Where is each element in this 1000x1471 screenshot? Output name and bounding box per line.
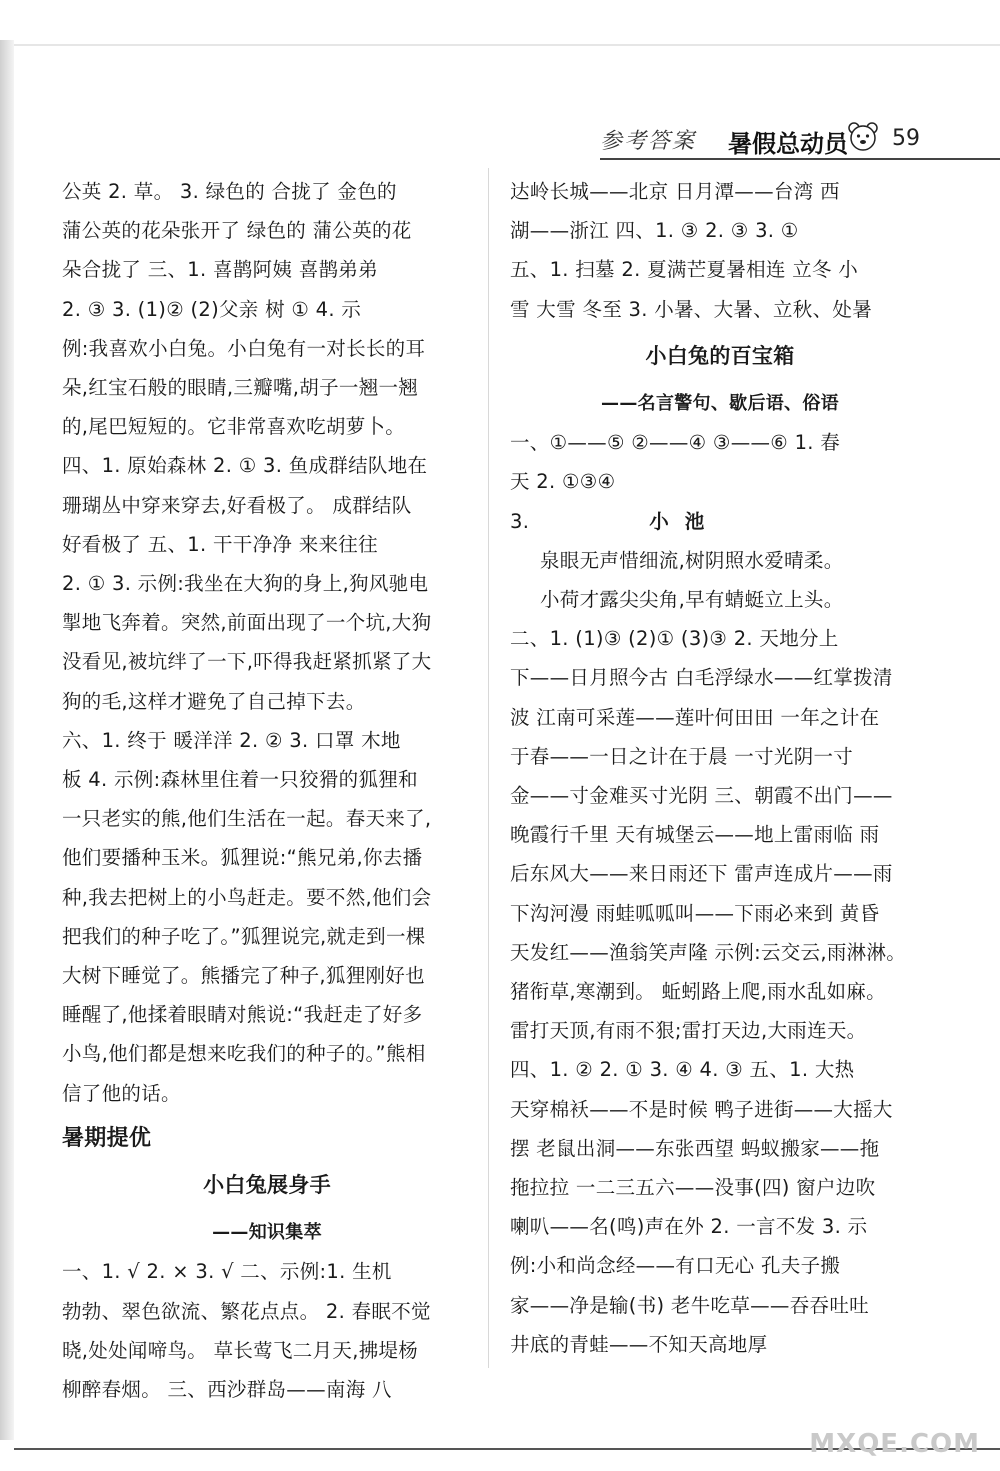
- text-line: 摆 老鼠出洞——东张西望 蚂蚁搬家——拖: [510, 1136, 880, 1160]
- text-line: 猪衔草,寒潮到。 蚯蚓路上爬,雨水乱如麻。: [510, 980, 886, 1004]
- book-spine-shadow: [0, 40, 14, 1440]
- text-line: 拖拉拉 一二三五六——没事(四) 窗户边吹: [510, 1176, 876, 1200]
- text-line: 井底的青蛙——不知天高地厚: [510, 1332, 768, 1356]
- book-title: 暑假总动员: [728, 130, 848, 158]
- text-line: 金——寸金难买寸光阴 三、朝霞不出门——: [510, 784, 893, 808]
- section-title: 小白兔展身手: [203, 1173, 331, 1198]
- text-line: 掣地飞奔着。突然,前面出现了一个坑,大狗: [62, 611, 432, 635]
- text-line: 达岭长城——北京 日月潭——台湾 西: [510, 180, 840, 203]
- text-line: 四、1. ② 2. ① 3. ④ 4. ③ 五、1. 大热: [510, 1058, 855, 1082]
- text-line: 雷打天顶,有雨不狠;雷打天边,大雨连天。: [510, 1019, 867, 1043]
- text-line: 信了他的话。: [62, 1081, 181, 1105]
- text-line: 2. ① 3. 示例:我坐在大狗的身上,狗风驰电: [62, 572, 429, 596]
- text-line: 种,我去把树上的小鸟赶走。要不然,他们会: [62, 885, 432, 909]
- bear-mascot-icon: [846, 120, 880, 154]
- text-line: 板 4. 示例:森林里住着一只狡猾的狐狸和: [62, 768, 418, 792]
- text-line: 四、1. 原始森林 2. ① 3. 鱼成群结队地在: [62, 454, 428, 478]
- text-line: 六、1. 终于 暖洋洋 2. ② 3. 口罩 木地: [62, 728, 401, 752]
- text-line: 天发红——渔翁笑声隆 示例:云交云,雨淋淋。: [510, 940, 907, 964]
- text-line: 例:小和尚念经——有口无心 孔夫子搬: [510, 1254, 841, 1278]
- text-line: 晓,处处闻啼鸟。 草长莺飞二月天,拂堤杨: [62, 1338, 419, 1362]
- section-heading: 暑期提优: [62, 1125, 152, 1151]
- text-line: 下沟河漫 雨蛙呱呱叫——下雨必来到 黄昏: [510, 901, 880, 925]
- text-line: 下——日月照今古 白毛浮绿水——红掌拨清: [510, 666, 893, 690]
- text-line: 2. ③ 3. (1)② (2)父亲 树 ① 4. 示: [62, 297, 362, 321]
- text-line: 睡醒了,他揉着眼睛对熊说:“我赶走了好多: [62, 1003, 423, 1027]
- text-line: 的,尾巴短短的。它非常喜欢吃胡萝卜。: [62, 415, 406, 439]
- text-line: 后东风大——来日雨还下 雷声连成片——雨: [510, 862, 893, 886]
- poem-title: 小池: [649, 509, 721, 533]
- text-line: 天穿棉袄——不是时候 鸭子进街——大摇大: [510, 1097, 893, 1121]
- text-line: 蒲公英的花朵张开了 绿色的 蒲公英的花: [62, 219, 412, 243]
- text-line: 一、①——⑤ ②——④ ③——⑥ 1. 春: [510, 431, 841, 455]
- left-column: [62, 172, 472, 1409]
- header-rule: [600, 158, 1000, 160]
- text-line: 狗的毛,这样才避免了自己掉下去。: [62, 689, 366, 713]
- text-line: 柳醉春烟。 三、西沙群岛——南海 八: [62, 1378, 392, 1402]
- text-line: 朵,红宝石般的眼睛,三瓣嘴,胡子一翘一翘: [62, 376, 419, 400]
- section-title: 小白兔的百宝箱: [645, 343, 795, 368]
- answer-key-label: 参考答案: [600, 129, 697, 154]
- poem-heading: [510, 502, 930, 541]
- page-number: 59: [892, 126, 920, 151]
- text-line: 没看见,被坑绊了一下,吓得我赶紧抓紧了大: [62, 650, 432, 674]
- section-subtitle: ——名言警句、歇后语、俗语: [601, 393, 839, 415]
- right-column: [510, 172, 930, 1364]
- column-divider: [488, 168, 489, 1368]
- text-line: 一、1. √ 2. × 3. √ 二、示例:1. 生机: [62, 1260, 392, 1284]
- poem-line: 泉眼无声惜细流,树阴照水爱晴柔。: [540, 548, 844, 572]
- text-line: 五、1. 扫墓 2. 夏满芒夏暑相连 立冬 小: [510, 258, 859, 282]
- text-line: 一只老实的熊,他们生活在一起。春天来了,: [62, 807, 432, 831]
- watermark: MXQE.COM: [809, 1429, 980, 1459]
- text-line: 雪 大雪 冬至 3. 小暑、大暑、立秋、处暑: [510, 297, 872, 321]
- text-line: 把我们的种子吃了。”狐狸说完,就走到一棵: [62, 924, 426, 948]
- page-header: [600, 120, 1000, 162]
- text-line: 大树下睡觉了。熊播完了种子,狐狸刚好也: [62, 964, 425, 988]
- text-line: 于春——一日之计在于晨 一寸光阴一寸: [510, 744, 854, 768]
- text-line: 珊瑚丛中穿来穿去,好看极了。 成群结队: [62, 493, 412, 517]
- poem-number: 3.: [510, 509, 530, 533]
- text-line: 公英 2. 草。 3. 绿色的 合拢了 金色的: [62, 180, 397, 203]
- text-line: 朵合拢了 三、1. 喜鹊阿姨 喜鹊弟弟: [62, 258, 378, 282]
- text-line: 好看极了 五、1. 干干净净 来来往往: [62, 532, 378, 556]
- top-edge-line: [14, 44, 1000, 46]
- text-line: 晚霞行千里 天有城堡云——地上雷雨临 雨: [510, 823, 880, 847]
- text-line: 湖——浙江 四、1. ③ 2. ③ 3. ①: [510, 219, 799, 243]
- text-line: 例:我喜欢小白兔。小白兔有一对长长的耳: [62, 336, 426, 360]
- text-line: 他们要播种玉米。狐狸说:“熊兄弟,你去播: [62, 846, 423, 870]
- text-line: 勃勃、翠色欲流、繁花点点。 2. 春眠不觉: [62, 1299, 431, 1323]
- text-line: 小鸟,他们都是想来吃我们的种子的。”熊相: [62, 1042, 426, 1066]
- section-subtitle: ——知识集萃: [212, 1222, 322, 1244]
- text-line: 波 江南可采莲——莲叶何田田 一年之计在: [510, 705, 880, 729]
- text-line: 喇叭——名(鸣)声在外 2. 一言不发 3. 示: [510, 1215, 868, 1239]
- text-line: 天 2. ①③④: [510, 470, 616, 494]
- text-line: 二、1. (1)③ (2)① (3)③ 2. 天地分上: [510, 627, 839, 651]
- text-line: 家——净是输(书) 老牛吃草——吞吞吐吐: [510, 1293, 869, 1317]
- poem-line: 小荷才露尖尖角,早有蜻蜓立上头。: [540, 588, 844, 612]
